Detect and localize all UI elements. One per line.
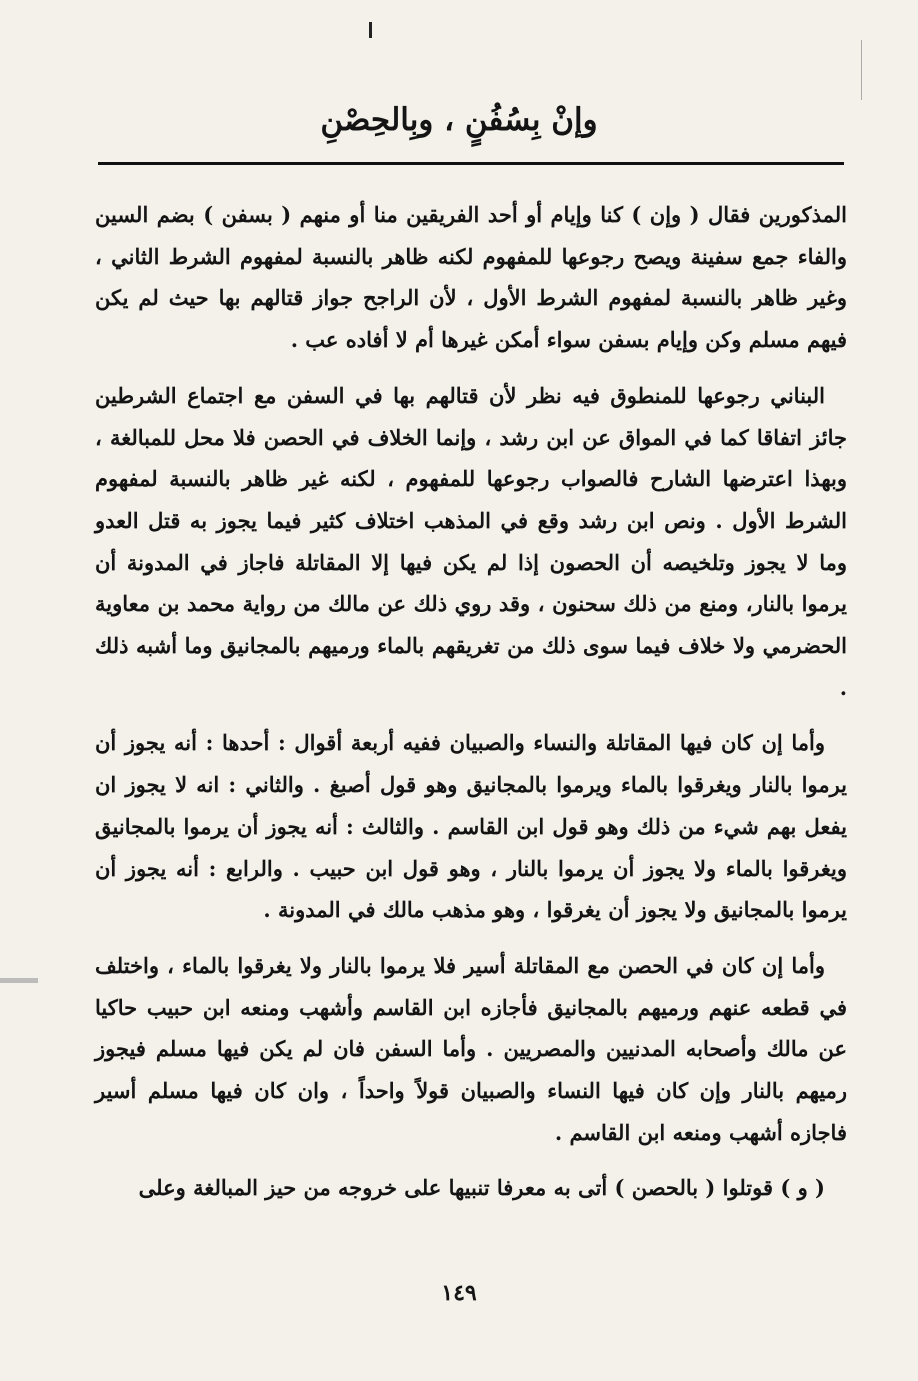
- header-rule: [98, 162, 844, 165]
- scan-edge-line: [861, 40, 862, 100]
- page-header-title: وإنْ بِسُفُنٍ ، وبِالحِصْنِ: [320, 102, 598, 138]
- paragraph-4: وأما إن كان في الحصن مع المقاتلة أسير فلا يرموا بالنار ولا يغرقوا بالماء ، واختلف في قطعه عنهم ورميهم بالمجانيق فأجازه ابن القاسم وأشهب ومنعه ابن حبيب حاكيا عن مالك وأصحابه المدنيين والمصريين . وأما السفن فان لم يكن فيها مسلم فيجوز رميهم بالنار وإن كان فيها النساء والصبيان قولاً واحداً ، وان كان فيها مسلم أسير فاجازه أشهب ومنعه ابن القاسم .: [95, 952, 847, 1145]
- scan-edge-mark: [0, 978, 38, 983]
- page-number: ١٤٩: [441, 1280, 477, 1306]
- body-text: [95, 194, 847, 1209]
- paragraph-3: وأما إن كان فيها المقاتلة والنساء والصبيان ففيه أربعة أقوال : أحدها : أنه يجوز أن يرموا بالنار ويغرقوا بالماء ويرموا بالمجانيق وهو قول أصبغ . والثاني : انه لا يجوز ان يفعل بهم شيء من ذلك وهو قول ابن القاسم . والثالث : أنه يجوز أن يرموا بالمجانيق ويغرقوا بالماء ولا يجوز أن يرموا بالنار ، وهو قول ابن حبيب . والرابع : أنه يجوز أن يرموا بالمجانيق ولا يجوز أن يغرقوا ، وهو مذهب مالك في المدونة .: [95, 730, 847, 923]
- paragraph-2: البناني رجوعها للمنطوق فيه نظر لأن قتالهم بها في السفن مع اجتماع الشرطين جائز اتفاقا كما في المواق عن ابن رشد ، وإنما الخلاف في الحصن فلا محل للمبالغة ، وبهذا اعترضها الشارح فالصواب رجوعها للمفهوم ، لكنه غير ظاهر بالنسبة لمفهوم الشرط الأول . ونص ابن رشد وقع في المذهب اختلاف كثير فيما يجوز به قتل العدو وما لا يجوز وتلخيصه أن الحصون إذا لم يكن فيها إلا المقاتلة فاجاز في المدونة أن يرموا بالنار، ومنع من ذلك سحنون ، وقد روي ذلك عن مالك من رواية محمد بن معاوية الحضرمي ولا خلاف فيما سوى ذلك من تغريقهم بالماء ورميهم بالمجانيق وما أشبه ذلك .: [95, 382, 847, 700]
- top-mark: [369, 22, 372, 38]
- paragraph-1: المذكورين فقال ( وإن ) كنا وإيام أو أحد الفريقين منا أو منهم ( بسفن ) بضم السين والفاء جمع سفينة ويصح رجوعها للمفهوم لكنه ظاهر بالنسبة لمفهوم الشرط الثاني ، وغير ظاهر بالنسبة لمفهوم الشرط الأول ، لأن الراجح جواز قتالهم بها حيث لم يكن فيهم مسلم وكن وإيام بسفن سواء أمكن غيرها أم لا أفاده عب .: [95, 202, 847, 353]
- paragraph-5: ( و ) قوتلوا ( بالحصن ) أتى به معرفا تنبيها على خروجه من حيز المبالغة وعلى: [138, 1175, 825, 1201]
